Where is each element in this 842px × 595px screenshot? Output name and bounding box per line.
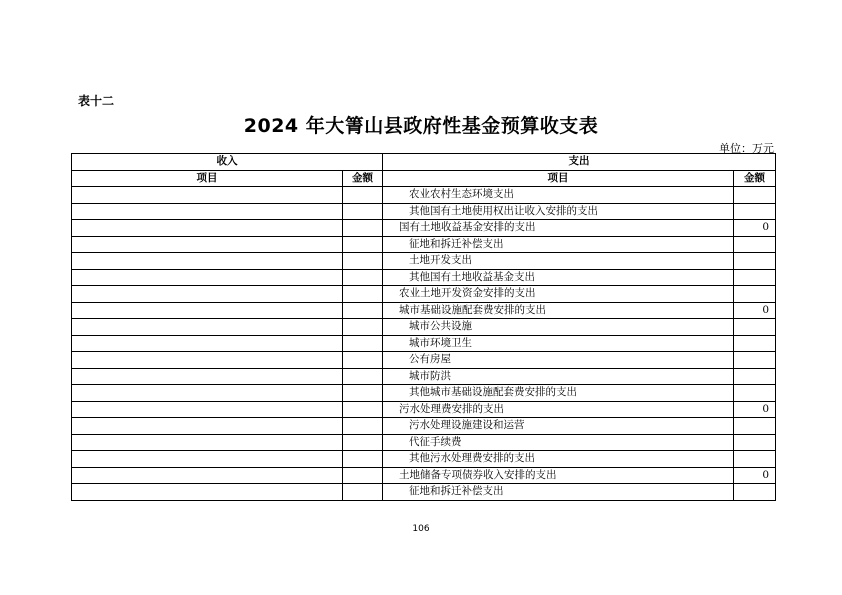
income-item-cell xyxy=(72,236,343,253)
expense-item-cell: 农业土地开发资金安排的支出 xyxy=(383,286,734,303)
income-amount-cell xyxy=(343,434,383,451)
table-row xyxy=(72,319,776,336)
table-row xyxy=(72,302,776,319)
income-item-cell xyxy=(72,368,343,385)
income-item-cell xyxy=(72,269,343,286)
table-row xyxy=(72,434,776,451)
document-title: 2024 年大箐山县政府性基金预算收支表 xyxy=(243,115,599,137)
expense-item-cell: 其他污水处理费安排的支出 xyxy=(383,451,734,468)
expense-amount-cell xyxy=(734,187,776,204)
expense-amount-cell xyxy=(734,236,776,253)
expense-item-cell: 城市基础设施配套费安排的支出 xyxy=(383,302,734,319)
expense-amount-cell xyxy=(734,368,776,385)
income-item-header: 项目 xyxy=(72,170,343,187)
expense-item-cell: 征地和拆迁补偿支出 xyxy=(383,236,734,253)
income-amount-cell xyxy=(343,203,383,220)
income-amount-cell xyxy=(343,484,383,501)
income-amount-cell xyxy=(343,368,383,385)
expense-amount-cell: 0 xyxy=(734,401,776,418)
expense-item-cell: 征地和拆迁补偿支出 xyxy=(383,484,734,501)
income-item-cell xyxy=(72,467,343,484)
income-item-cell xyxy=(72,385,343,402)
expense-item-cell: 城市环境卫生 xyxy=(383,335,734,352)
income-item-cell xyxy=(72,401,343,418)
table-row xyxy=(72,187,776,204)
income-item-cell xyxy=(72,434,343,451)
income-item-cell xyxy=(72,203,343,220)
expense-amount-cell xyxy=(734,484,776,501)
table-row xyxy=(72,451,776,468)
table-row xyxy=(72,203,776,220)
expense-amount-cell xyxy=(734,352,776,369)
income-amount-cell xyxy=(343,352,383,369)
income-item-cell xyxy=(72,286,343,303)
column-header-row xyxy=(72,170,776,187)
income-item-cell xyxy=(72,335,343,352)
expense-amount-cell xyxy=(734,335,776,352)
income-item-cell xyxy=(72,451,343,468)
table-row xyxy=(72,467,776,484)
expense-amount-cell xyxy=(734,253,776,270)
table-body xyxy=(72,187,776,501)
expense-section-header: 支出 xyxy=(383,154,776,171)
income-amount-cell xyxy=(343,187,383,204)
expense-amount-cell xyxy=(734,319,776,336)
income-amount-cell xyxy=(343,451,383,468)
expense-amount-header: 金额 xyxy=(734,170,776,187)
table-row xyxy=(72,484,776,501)
expense-item-cell: 农业农村生态环境支出 xyxy=(383,187,734,204)
income-item-cell xyxy=(72,418,343,435)
income-amount-cell xyxy=(343,319,383,336)
table-row xyxy=(72,418,776,435)
income-amount-cell xyxy=(343,401,383,418)
expense-item-cell: 其他城市基础设施配套费安排的支出 xyxy=(383,385,734,402)
table-row xyxy=(72,401,776,418)
page-number: 106 xyxy=(412,524,430,534)
expense-item-cell: 代征手续费 xyxy=(383,434,734,451)
expense-item-cell: 公有房屋 xyxy=(383,352,734,369)
table-row xyxy=(72,253,776,270)
table-row xyxy=(72,286,776,303)
expense-amount-cell: 0 xyxy=(734,220,776,237)
income-item-cell xyxy=(72,352,343,369)
income-amount-cell xyxy=(343,220,383,237)
expense-amount-cell: 0 xyxy=(734,302,776,319)
table-row xyxy=(72,335,776,352)
expense-amount-cell xyxy=(734,203,776,220)
table-row xyxy=(72,385,776,402)
expense-amount-cell xyxy=(734,434,776,451)
income-amount-header: 金额 xyxy=(343,170,383,187)
income-amount-cell xyxy=(343,286,383,303)
income-amount-cell xyxy=(343,302,383,319)
expense-item-cell: 国有土地收益基金安排的支出 xyxy=(383,220,734,237)
expense-amount-cell xyxy=(734,269,776,286)
expense-item-cell: 污水处理费安排的支出 xyxy=(383,401,734,418)
expense-amount-cell xyxy=(734,286,776,303)
income-amount-cell xyxy=(343,335,383,352)
table-row xyxy=(72,236,776,253)
table-number: 表十二 xyxy=(78,94,115,108)
table-row xyxy=(72,269,776,286)
budget-table xyxy=(71,153,776,501)
income-item-cell xyxy=(72,302,343,319)
expense-amount-cell xyxy=(734,385,776,402)
expense-item-cell: 土地储备专项债券收入安排的支出 xyxy=(383,467,734,484)
expense-item-cell: 城市公共设施 xyxy=(383,319,734,336)
table-row xyxy=(72,368,776,385)
income-item-cell xyxy=(72,187,343,204)
unit-label: 单位：万元 xyxy=(719,142,774,155)
income-amount-cell xyxy=(343,253,383,270)
expense-amount-cell xyxy=(734,451,776,468)
expense-item-cell: 土地开发支出 xyxy=(383,253,734,270)
section-header-row xyxy=(72,154,776,171)
expense-amount-cell xyxy=(734,418,776,435)
income-amount-cell xyxy=(343,418,383,435)
income-item-cell xyxy=(72,484,343,501)
table-row xyxy=(72,352,776,369)
income-section-header: 收入 xyxy=(72,154,383,171)
table-row xyxy=(72,220,776,237)
expense-amount-cell: 0 xyxy=(734,467,776,484)
income-amount-cell xyxy=(343,385,383,402)
expense-item-cell: 污水处理设施建设和运营 xyxy=(383,418,734,435)
income-item-cell xyxy=(72,319,343,336)
income-amount-cell xyxy=(343,467,383,484)
income-item-cell xyxy=(72,220,343,237)
income-item-cell xyxy=(72,253,343,270)
expense-item-header: 项目 xyxy=(383,170,734,187)
expense-item-cell: 城市防洪 xyxy=(383,368,734,385)
expense-item-cell: 其他国有土地收益基金支出 xyxy=(383,269,734,286)
expense-item-cell: 其他国有土地使用权出让收入安排的支出 xyxy=(383,203,734,220)
income-amount-cell xyxy=(343,236,383,253)
income-amount-cell xyxy=(343,269,383,286)
